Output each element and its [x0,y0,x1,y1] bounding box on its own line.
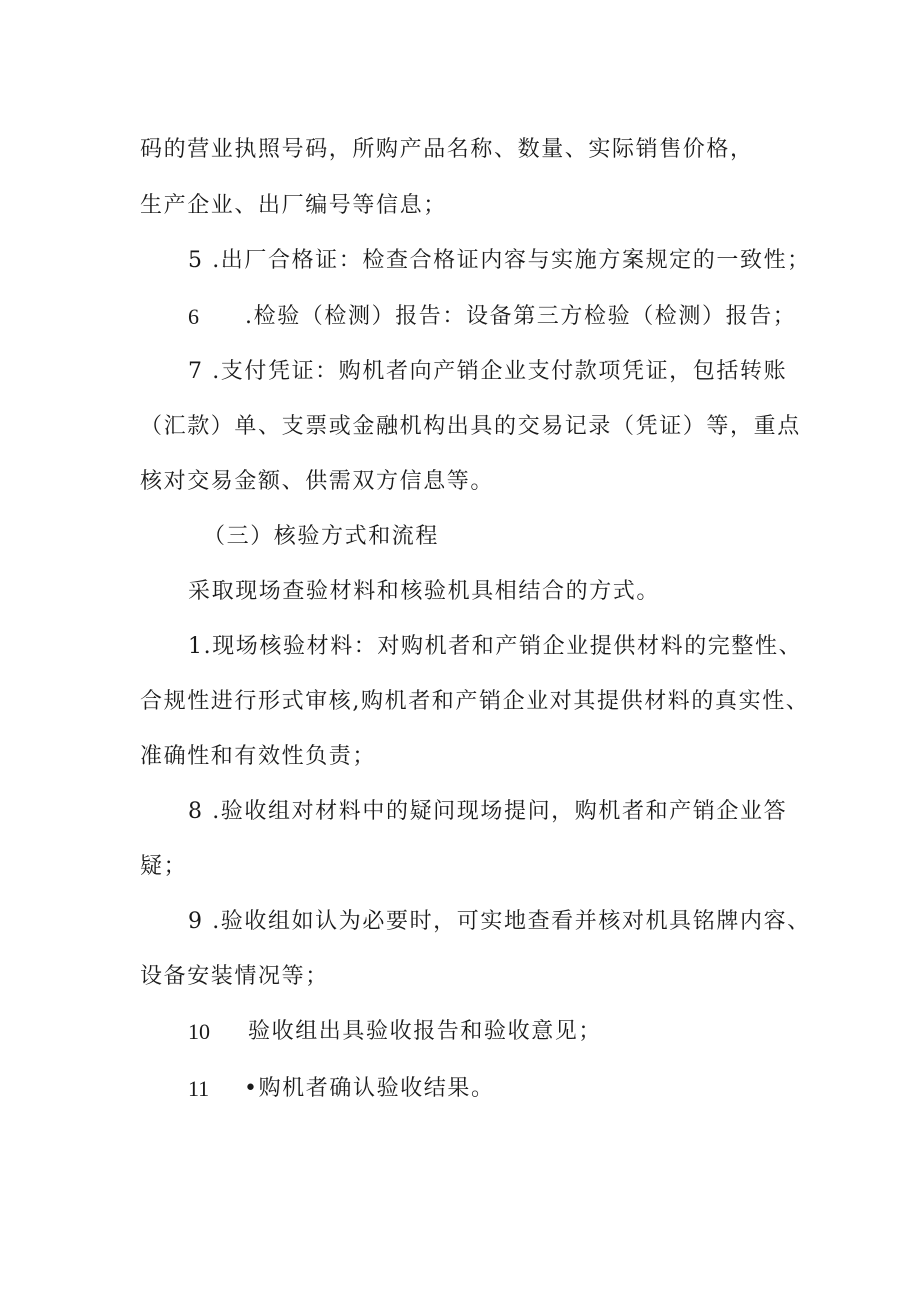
list-item-7: 7 .支付凭证：购机者向产销企业支付款项凭证，包括转账 [188,359,788,384]
list-item-5: 5 .出厂合格证：检查合格证内容与实施方案规定的一致性； [188,248,811,273]
paragraph-line: 采取现场查验材料和核验机具相结合的方式。 [188,579,661,604]
list-item-6-text: .检验（检测）报告：设备第三方检验（检测）报告； [245,304,797,329]
list-item-6-number: 6 [188,304,199,329]
paragraph-line: 疑； [140,854,188,879]
paragraph-line: （汇款）单、支票或金融机构出具的交易记录（凭证）等，重点 [140,414,801,439]
list-item-10-text: 验收组出具验收报告和验收意见； [248,1019,603,1044]
list-item-11-text: •购机者确认验收结果。 [244,1076,495,1101]
list-item-8: 8 .验收组对材料中的疑问现场提问，购机者和产销企业答 [188,799,788,824]
paragraph-line: 设备安装情况等； [140,964,329,989]
paragraph-line: 准确性和有效性负责； [140,744,377,769]
paragraph-line: 生产企业、出厂编号等信息； [140,193,447,218]
section-heading: （三）核验方式和流程 [203,524,440,549]
paragraph-line: 核对交易金额、供需双方信息等。 [140,469,495,494]
list-item-10-number: 10 [188,1019,210,1044]
paragraph-line: 合规性进行形式审核,购机者和产销企业对其提供材料的真实性、 [140,689,810,714]
paragraph-line: 码的营业执照号码，所购产品名称、数量、实际销售价格， [140,137,754,162]
list-item-1: 1.现场核验材料：对购机者和产销企业提供材料的完整性、 [188,634,803,659]
list-item-9: 9 .验收组如认为必要时，可实地查看并核对机具铭牌内容、 [188,909,811,934]
list-item-11-number: 11 [188,1076,210,1101]
